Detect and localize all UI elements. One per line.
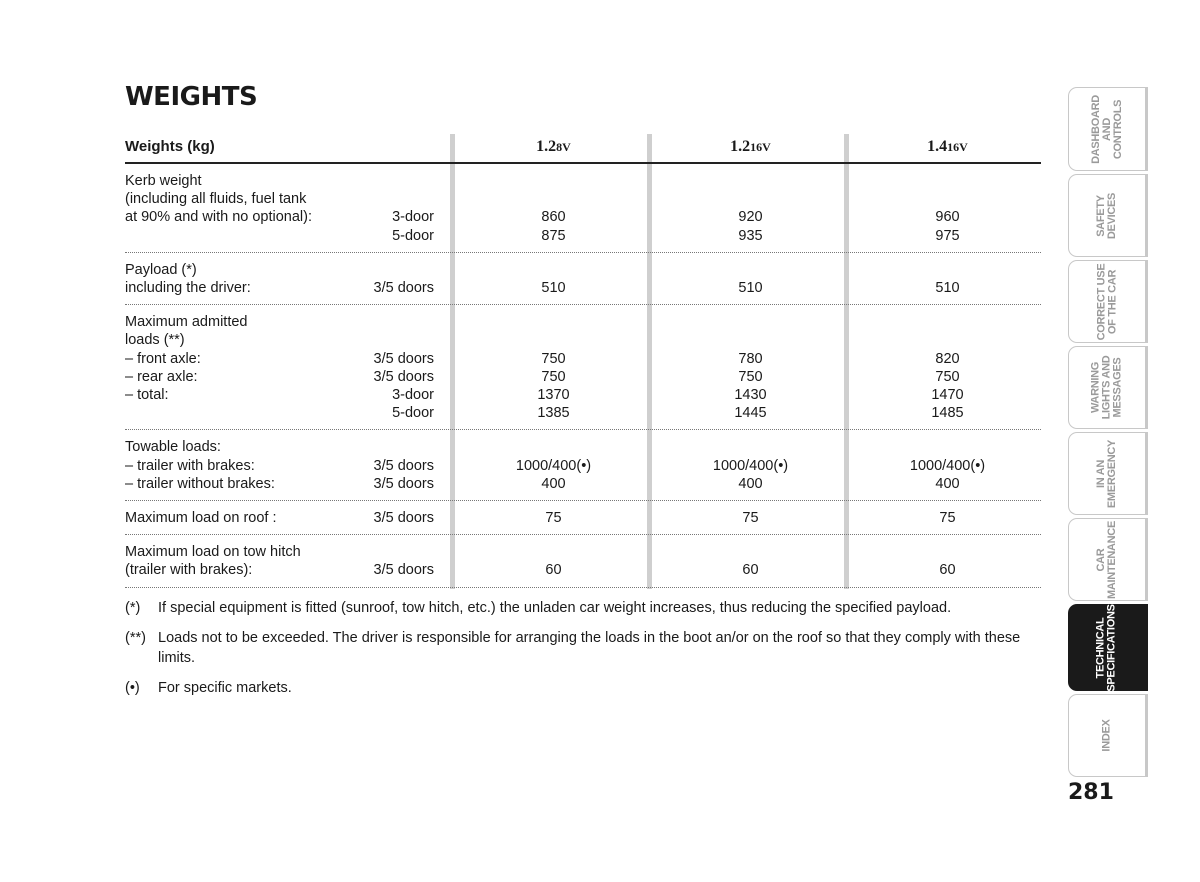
cell-value: 1370 (537, 387, 570, 403)
row-config: 3/5 doors (373, 510, 434, 526)
row-config (300, 543, 434, 561)
cell-value: 960 (935, 209, 960, 226)
row-config (300, 331, 434, 349)
cell-value (849, 331, 1046, 349)
row-label: (including all fluids, fuel tank (125, 191, 307, 208)
row-separator (125, 587, 1041, 588)
cell-value: 1470 (931, 387, 964, 403)
cell-value (849, 190, 1046, 208)
cell-value (652, 261, 849, 279)
row-separator (125, 534, 1041, 535)
cell-value: 75 (545, 510, 562, 526)
row-label: Maximum load on roof : (125, 510, 277, 526)
cell-value: 510 (541, 280, 566, 296)
cell-value (652, 172, 849, 190)
tab-correct-use[interactable]: CORRECT USE OF THE CAR (1068, 260, 1148, 343)
cell-value (652, 438, 849, 456)
page-number: 281 (1068, 780, 1114, 805)
row-config (300, 190, 434, 208)
row-label: Payload (*) (125, 261, 197, 278)
row-config (300, 438, 434, 456)
row-label: loads (**) (125, 332, 185, 349)
cell-value (455, 543, 652, 561)
row-config (300, 313, 434, 331)
cell-value: 75 (742, 510, 759, 526)
row-config: 3/5 doors (373, 457, 434, 474)
cell-value (652, 543, 849, 561)
tab-index[interactable]: INDEX (1068, 694, 1148, 777)
cell-value: 400 (541, 475, 566, 492)
table-header-label: Weights (kg) (125, 138, 215, 155)
row-label: – trailer without brakes: (125, 475, 275, 492)
row-config: 5-door (392, 405, 434, 422)
row-config (300, 172, 434, 190)
row-label: Maximum load on tow hitch (125, 544, 301, 561)
cell-value: 60 (742, 562, 759, 579)
cell-value: 875 (541, 227, 566, 244)
row-label: (trailer with brakes): (125, 562, 253, 579)
cell-value: 400 (738, 475, 763, 492)
row-label: including the driver: (125, 280, 251, 296)
tab-technical-specifications[interactable]: TECHNICAL SPECIFICATIONS (1068, 604, 1148, 691)
row-label: Maximum admitted (125, 314, 248, 331)
cell-value (455, 331, 652, 349)
cell-value: 750 (935, 368, 960, 385)
row-config: 3/5 doors (373, 280, 434, 296)
cell-value: 1000/400(•) (909, 457, 986, 474)
page-title: WEIGHTS (125, 82, 258, 112)
row-separator (125, 252, 1041, 253)
row-config: 3-door (392, 387, 434, 403)
cell-value (652, 190, 849, 208)
cell-value: 820 (935, 350, 960, 367)
row-separator (125, 500, 1041, 501)
cell-value: 75 (939, 510, 956, 526)
cell-value: 400 (935, 475, 960, 492)
cell-value: 510 (738, 280, 763, 296)
cell-value (652, 331, 849, 349)
cell-value (849, 313, 1046, 331)
cell-value (849, 172, 1046, 190)
cell-value: 1000/400(•) (515, 457, 592, 474)
row-separator (125, 429, 1041, 430)
cell-value: 1000/400(•) (712, 457, 789, 474)
row-label: Kerb weight (125, 173, 202, 189)
cell-value (849, 261, 1046, 279)
row-config: 3/5 doors (373, 562, 434, 579)
row-config (300, 261, 434, 279)
header-rule (125, 162, 1041, 164)
tab-in-an-emergency[interactable]: IN AN EMERGENCY (1068, 432, 1148, 515)
tab-warning-lights[interactable]: WARNING LIGHTS AND MESSAGES (1068, 346, 1148, 429)
row-config: 5-door (392, 227, 434, 244)
cell-value (455, 438, 652, 456)
row-config: 3/5 doors (373, 350, 434, 367)
footnote: (*) If special equipment is fitted (sunroof, tow hitch, etc.) the unladen car weight increases, thus reducing the specified payload. (125, 600, 952, 616)
row-config: 3/5 doors (373, 368, 434, 385)
cell-value (455, 313, 652, 331)
footnotes (125, 598, 1045, 708)
cell-value: 935 (738, 227, 763, 244)
column-header: 1.216V (730, 138, 771, 155)
cell-value: 780 (738, 350, 763, 367)
row-label: – rear axle: (125, 368, 198, 385)
cell-value (849, 543, 1046, 561)
cell-value: 750 (541, 368, 566, 385)
tab-dashboard-and-controls[interactable]: DASHBOARD AND CONTROLS (1068, 87, 1148, 171)
row-separator (125, 304, 1041, 305)
cell-value (455, 190, 652, 208)
section-tabs (1068, 87, 1149, 780)
cell-value: 750 (738, 368, 763, 385)
cell-value (455, 172, 652, 190)
cell-value: 1445 (734, 405, 767, 422)
tab-safety-devices[interactable]: SAFETY DEVICES (1068, 174, 1148, 257)
tab-car-maintenance[interactable]: CAR MAINTENANCE (1068, 518, 1148, 601)
cell-value: 1385 (537, 405, 570, 422)
row-label: – trailer with brakes: (125, 457, 255, 474)
cell-value (455, 261, 652, 279)
column-header: 1.416V (927, 138, 968, 155)
row-config: 3-door (392, 209, 434, 226)
cell-value (652, 313, 849, 331)
cell-value: 510 (935, 280, 960, 296)
cell-value: 920 (738, 209, 763, 226)
footnote: (**) Loads not to be exceeded. The driver is responsible for arranging the loads in the boot an/or on the roof so that they comply with these limits. (125, 630, 1021, 666)
cell-value: 60 (939, 562, 956, 579)
row-config: 3/5 doors (373, 475, 434, 492)
row-label: at 90% and with no optional): (125, 209, 313, 226)
cell-value: 60 (545, 562, 562, 579)
cell-value (849, 438, 1046, 456)
cell-value: 860 (541, 209, 566, 226)
row-label: – front axle: (125, 350, 201, 367)
column-header: 1.28V (536, 138, 571, 155)
cell-value: 1485 (931, 405, 964, 422)
row-label: – total: (125, 387, 169, 403)
cell-value: 750 (541, 350, 566, 367)
cell-value: 975 (935, 227, 960, 244)
cell-value: 1430 (734, 387, 767, 403)
row-label: Towable loads: (125, 439, 221, 456)
footnote: (•) For specific markets. (125, 680, 292, 696)
